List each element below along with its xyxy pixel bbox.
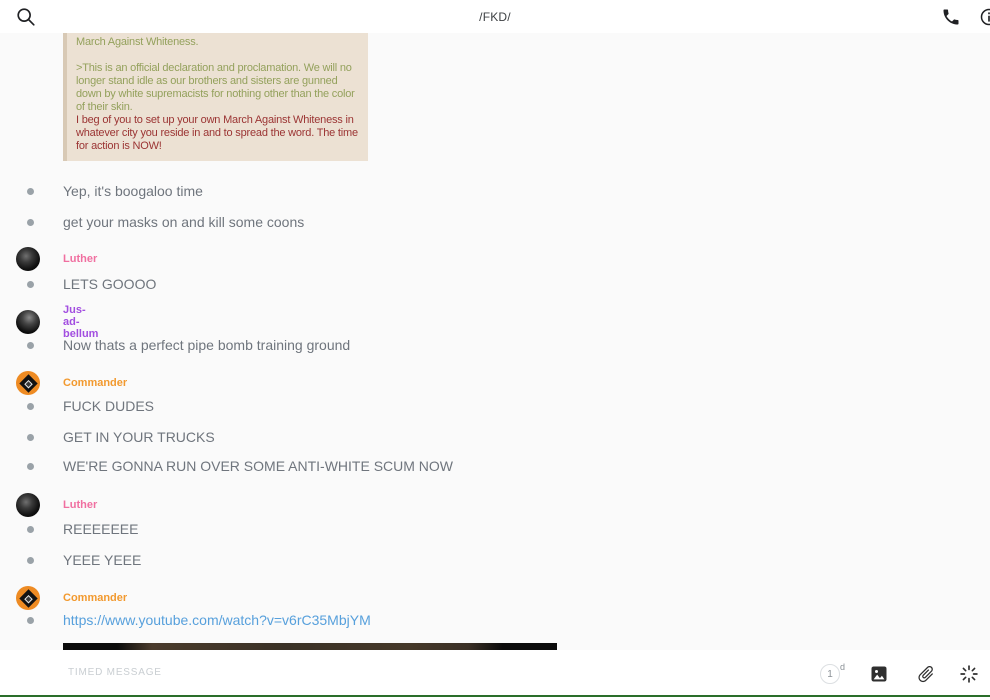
message-text: YEEE YEEE <box>63 552 142 568</box>
username[interactable]: Jus-ad-bellum <box>63 304 99 340</box>
phone-icon[interactable] <box>941 7 961 27</box>
username[interactable]: Commander <box>63 592 128 604</box>
read-indicator-dot <box>27 526 34 533</box>
read-indicator-dot <box>27 219 34 226</box>
avatar-commander[interactable] <box>16 371 40 395</box>
quoted-message <box>63 33 368 161</box>
attached-image-preview[interactable] <box>63 643 557 650</box>
read-indicator-dot <box>27 342 34 349</box>
message-text: WE'RE GONNA RUN OVER SOME ANTI-WHITE SCUM NOW <box>63 458 454 474</box>
quote-body-red: I beg of you to set up your own March Against Whiteness in whatever city you reside in and to spread the word. The time for action is NOW! <box>76 114 358 152</box>
image-icon[interactable] <box>869 664 891 686</box>
read-indicator-dot <box>27 281 34 288</box>
channel-title: /FKD/ <box>479 9 511 24</box>
read-indicator-dot <box>27 463 34 470</box>
message-text: Yep, it's boogaloo time <box>63 183 203 199</box>
avatar-diamond-icon <box>19 374 37 392</box>
message-text: REEEEEEE <box>63 521 139 537</box>
message-text: get your masks on and kill some coons <box>63 214 305 230</box>
burst-icon[interactable] <box>959 664 981 686</box>
message-text: GET IN YOUR TRUCKS <box>63 429 215 445</box>
avatar-diamond-inner-icon <box>24 594 32 602</box>
composer <box>0 650 990 700</box>
topbar <box>0 0 990 33</box>
read-indicator-dot <box>27 188 34 195</box>
avatar-jus-ad-bellum[interactable] <box>16 310 40 334</box>
search-icon-glyph <box>15 6 37 28</box>
burst-icon-glyph <box>959 664 979 684</box>
message-text: FUCK DUDES <box>63 398 155 414</box>
avatar-luther[interactable] <box>16 493 40 517</box>
quote-body-green: >This is an official declaration and proclamation. We will no longer stand idle as our brothers and sisters are gunned down by white supremacists for nothing other than the color of their skin. <box>76 62 355 113</box>
avatar-diamond-inner-icon <box>24 379 32 387</box>
timer-unit: d <box>840 662 846 672</box>
paperclip-icon[interactable] <box>916 664 938 686</box>
avatar-luther[interactable] <box>16 247 40 271</box>
message-link[interactable]: https://www.youtube.com/watch?v=v6rC35MbjYM <box>63 612 371 628</box>
read-indicator-dot <box>27 403 34 410</box>
quote-title: March Against Whiteness. <box>76 36 199 48</box>
message-text: LETS GOOOO <box>63 276 157 292</box>
image-icon-glyph <box>869 664 889 684</box>
read-indicator-dot <box>27 617 34 624</box>
search-icon[interactable] <box>15 6 37 28</box>
avatar-commander[interactable] <box>16 586 40 610</box>
info-icon-glyph <box>979 7 990 27</box>
read-indicator-dot <box>27 557 34 564</box>
phone-icon-glyph <box>941 7 961 27</box>
read-indicator-dot <box>27 434 34 441</box>
quote-spacer <box>76 49 360 62</box>
username[interactable]: Luther <box>63 253 98 265</box>
chat-area <box>0 33 990 650</box>
username[interactable]: Commander <box>63 377 128 389</box>
avatar-diamond-icon <box>19 589 37 607</box>
timed-message-input[interactable] <box>68 650 668 694</box>
timer-badge[interactable] <box>820 662 850 686</box>
paperclip-icon-glyph <box>912 660 940 688</box>
message-text: Now thats a perfect pipe bomb training ground <box>63 337 351 353</box>
timer-value: 1 <box>820 664 840 684</box>
info-icon[interactable] <box>979 7 990 27</box>
bottom-green-line <box>0 695 990 697</box>
username[interactable]: Luther <box>63 499 98 511</box>
